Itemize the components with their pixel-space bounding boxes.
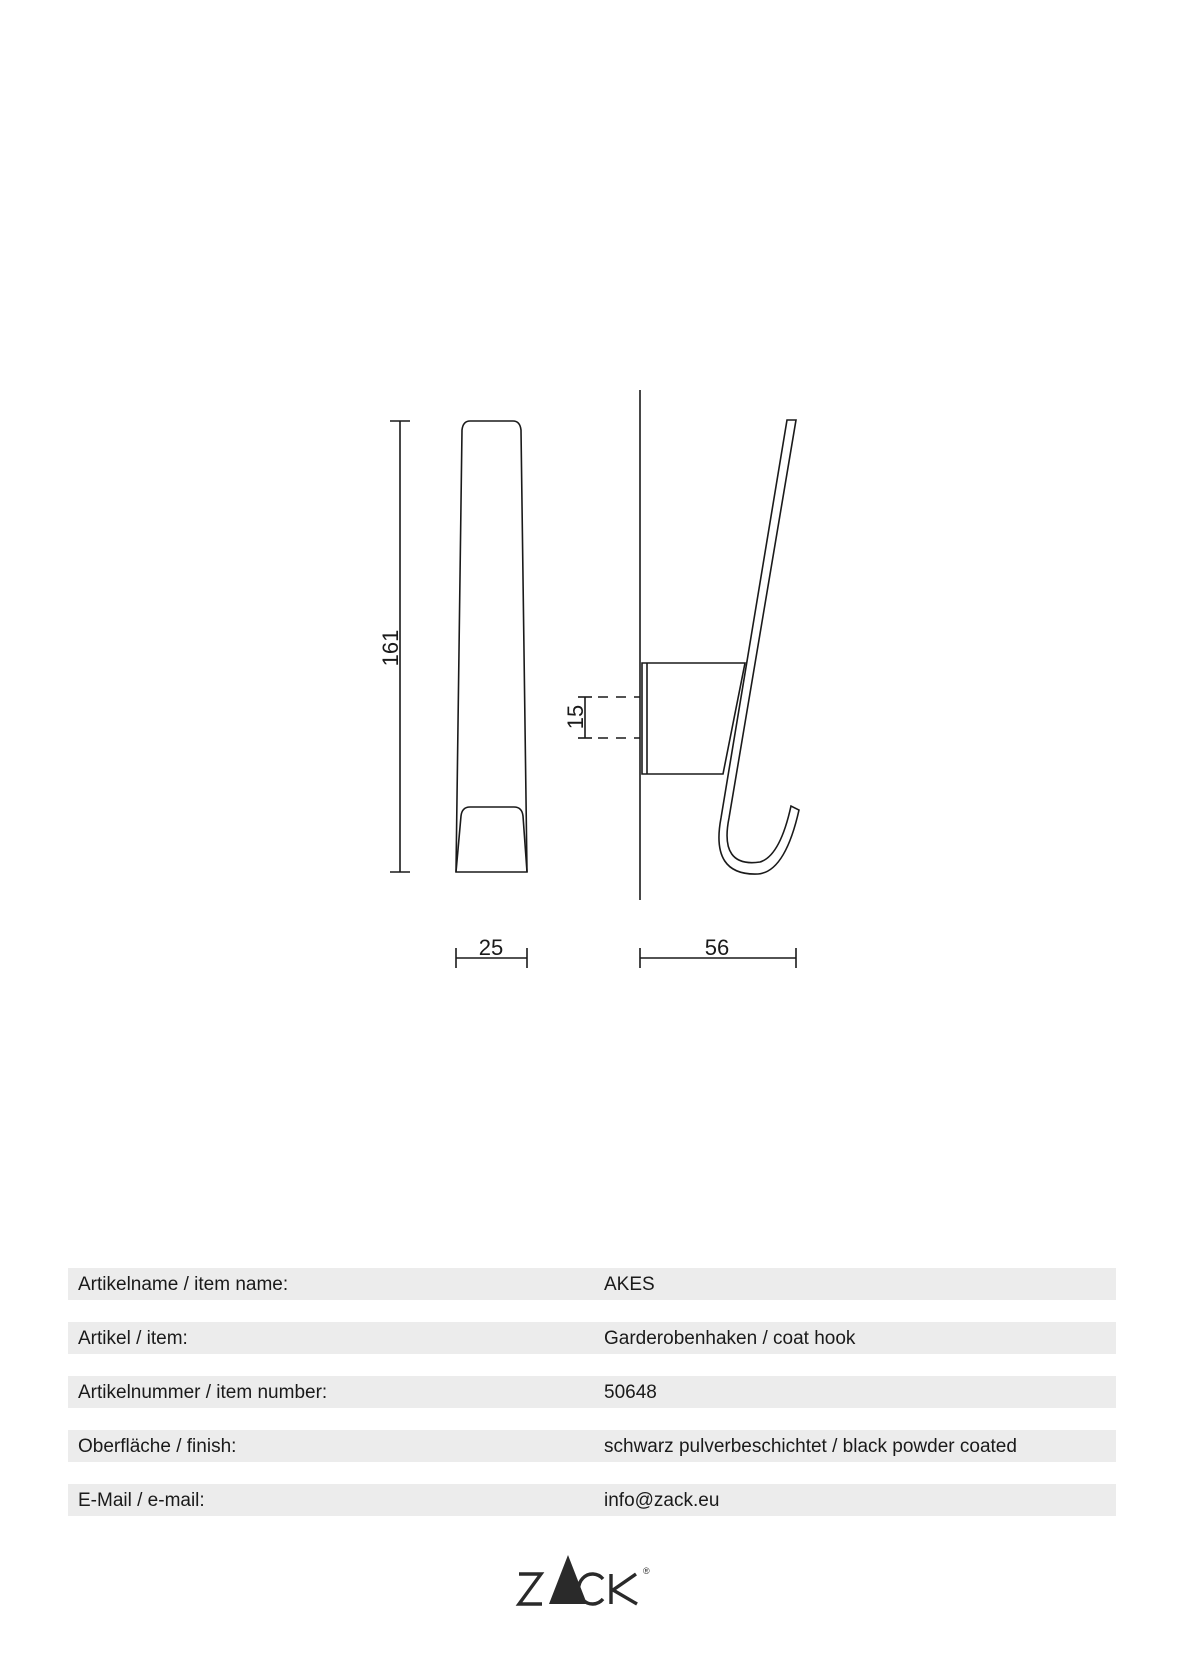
registered-mark: ® [643,1566,650,1576]
spec-label: Oberfläche / finish: [78,1436,237,1457]
spec-label: E-Mail / e-mail: [78,1490,205,1511]
spec-label: Artikelnummer / item number: [78,1382,328,1403]
height-dim-label: 161 [378,629,403,667]
zack-logo [515,1552,675,1608]
spec-row-item-number [68,1376,1116,1408]
spec-table [68,1268,1116,1538]
spec-value: AKES [604,1274,655,1295]
front-view-base-detail [456,807,527,872]
spec-value: info@zack.eu [604,1490,720,1511]
spec-label: Artikel / item: [78,1328,188,1349]
spec-row-item-name [68,1268,1116,1300]
mounting-block [642,663,745,774]
width-dim-label: 25 [478,935,504,960]
depth-dim-label: 56 [704,935,730,960]
spec-value: Garderobenhaken / coat hook [604,1328,856,1349]
spec-value: schwarz pulverbeschichtet / black powder coated [604,1436,1017,1457]
mount-dim-label: 15 [563,704,588,730]
spec-label: Artikelname / item name: [78,1274,289,1295]
spec-row-finish [68,1430,1116,1462]
spec-row-item [68,1322,1116,1354]
spec-row-email [68,1484,1116,1516]
spec-value: 50648 [604,1382,657,1403]
front-view-outline [456,421,527,872]
hook-arm [719,420,799,874]
